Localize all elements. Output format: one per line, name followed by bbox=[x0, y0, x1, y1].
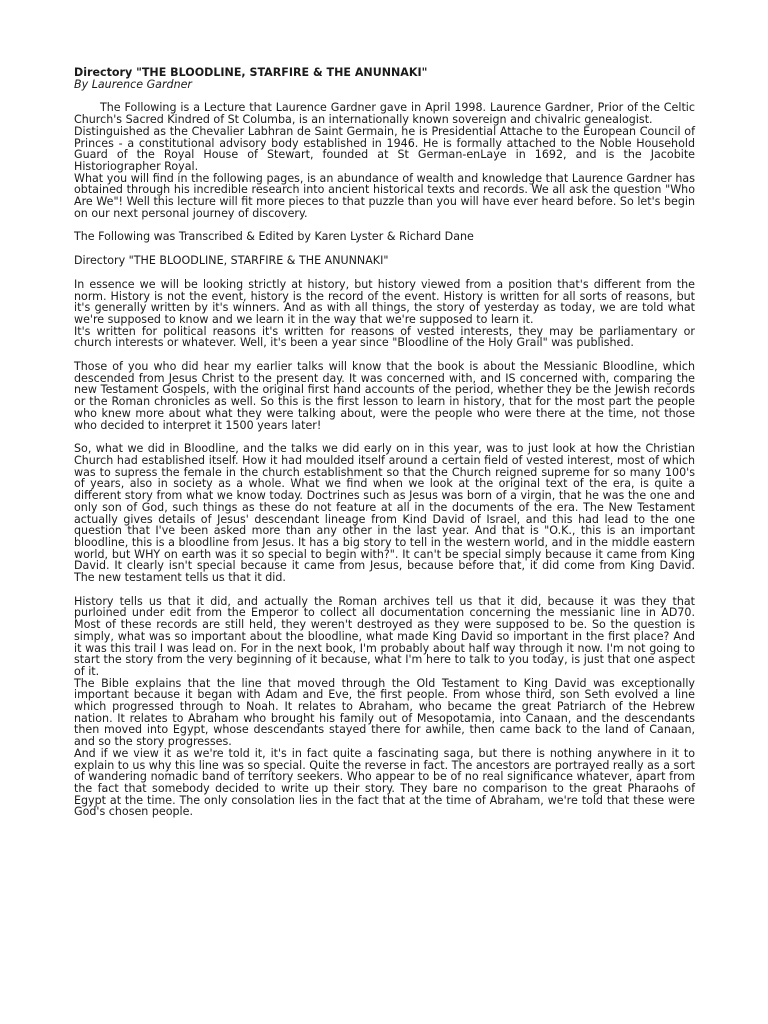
section4-paragraph-1: History tells us that it did, and actually the Roman archives tell us that it did, because it was they that purloined under edit from the Emperor to collect all documentation concerning the messianic line in AD70. Most of these records are still held, they weren't destroyed as they were supposed to be. So the question is simply, what was so important about the bloodline, what made King David so important in the first place? And it was this trail I was lead on. For in the next book, I'm probably about half way through it now. I'm not going to start the story from the very beginning of it because, what I'm here to talk to you today, is just that one aspect of it. bbox=[74, 594, 695, 678]
section4-paragraph-3: And if we view it as we're told it, it's in fact quite a fascinating saga, but there is nothing anywhere in it to explain to us why this line was so special. Quite the reverse in fact. The ancestors are portrayed really as a sort of wandering nomadic band of territory seekers. Who appear to be of no real significance whatever, apart from the fact that somebody decided to write up their story. They bare no comparison to the great Pharaohs of Egypt at the time. The only consolation lies in the fact that at the time of Abraham, we're told that these were God's chosen people. bbox=[74, 746, 695, 819]
intro-paragraph-1: The Following is a Lecture that Laurence Gardner gave in April 1998. Laurence Gardner, Prior of the Celtic Church's Sacred Kindred of St Columba, is an internationally known sovereign and chivalric genealogist. bbox=[74, 101, 695, 127]
section1-paragraph-2: It's written for political reasons it's written for reasons of vested interests, they may be parliamentary or church interests or whatever. Well, it's been a year since "Bloodline of the Holy Grail" was published. bbox=[74, 324, 695, 350]
transcribed-by-line: The Following was Transcribed & Edited by Karen Lyster & Richard Dane bbox=[74, 230, 474, 244]
document-page bbox=[74, 67, 695, 818]
section-heading: Directory "THE BLOODLINE, STARFIRE & THE ANUNNAKI" bbox=[74, 254, 389, 268]
section4-paragraph-2: The Bible explains that the line that moved through the Old Testament to King David was exceptionally important because it began with Adam and Eve, the first people. From whose third, son Seth evolved a line which progressed through to Noah. It relates to Abraham, who became the great Patriarch of the Hebrew nation. It relates to Abraham who brought his family out of Mesopotamia, into Canaan, and the descendants then moved into Egypt, whose descendants stayed there for awhile, then came back to the land of Canaan, and so the story progresses. bbox=[74, 676, 695, 749]
intro-paragraph-2: Distinguished as the Chevalier Labhran de Saint Germain, he is Presidential Attache to the European Council of Princes - a constitutional advisory body established in 1946. He is formally attached to the Noble Household Guard of the Royal House of Stewart, founded at St German-enLaye in 1692, and is the Jacobite Historiographer Royal. bbox=[74, 124, 695, 173]
document-title: Directory "THE BLOODLINE, STARFIRE & THE ANUNNAKI" bbox=[74, 66, 428, 79]
document-byline: By Laurence Gardner bbox=[74, 77, 192, 91]
section3-paragraph: So, what we did in Bloodline, and the talks we did early on in this year, was to just look at how the Christian Church had established itself. How it had moulded itself around a certain field of vested interest, most of which was to supress the female in the church establishment so that the Church reigned supreme for so many 100's of years, also in society as a whole. What we find when we look at the original text of the era, is quite a different story from what we know today. Doctrines such as Jesus was born of a virgin, that he was the one and only son of God, such things as these do not feature at all in the documents of the era. The New Testament actually gives details of Jesus' descendant lineage from Kind David of Israel, and this had lead to the one question that I've been asked more than any other in the last year. And that is "O.K., this is an important bloodline, this is a bloodline from Jesus. It has a big story to tell in the western world, and in the middle eastern world, but WHY on earth was it so special to begin with?". It can't be special simply because it came from King David. It clearly isn't special because it came from Jesus, because before that, it did come from King David. The new testament tells us that it did. bbox=[74, 442, 695, 585]
intro-paragraph-3: What you will find in the following pages, is an abundance of wealth and knowledge that Laurence Gardner has obtained through his incredible research into ancient historical texts and records. We all ask the question "Who Are We"! Well this lecture will fit more pieces to that puzzle than you will have ever heard before. So let's begin on our next personal journey of discovery. bbox=[74, 171, 695, 220]
section1-paragraph-1: In essence we will be looking strictly at history, but history viewed from a position that's different from the norm. History is not the event, history is the record of the event. History is written for all sorts of reasons, but it's generally written by it's winners. And as with all things, the story of yesterday as today, we are told what we're supposed to know and we learn it in the way that we're supposed to learn it. bbox=[74, 277, 695, 326]
section2-paragraph: Those of you who did hear my earlier talks will know that the book is about the Messianic Bloodline, which descended from Jesus Christ to the present day. It was concerned with, and IS concerned with, comparing the new Testament Gospels, with the original first hand accounts of the period, whether they be the Jewish records or the Roman chronicles as well. So this is the first lesson to learn in history, that for the most part the people who knew more about what they were talking about, were the people who were there at the time, not those who decided to interpret it 1500 years later! bbox=[74, 360, 695, 432]
